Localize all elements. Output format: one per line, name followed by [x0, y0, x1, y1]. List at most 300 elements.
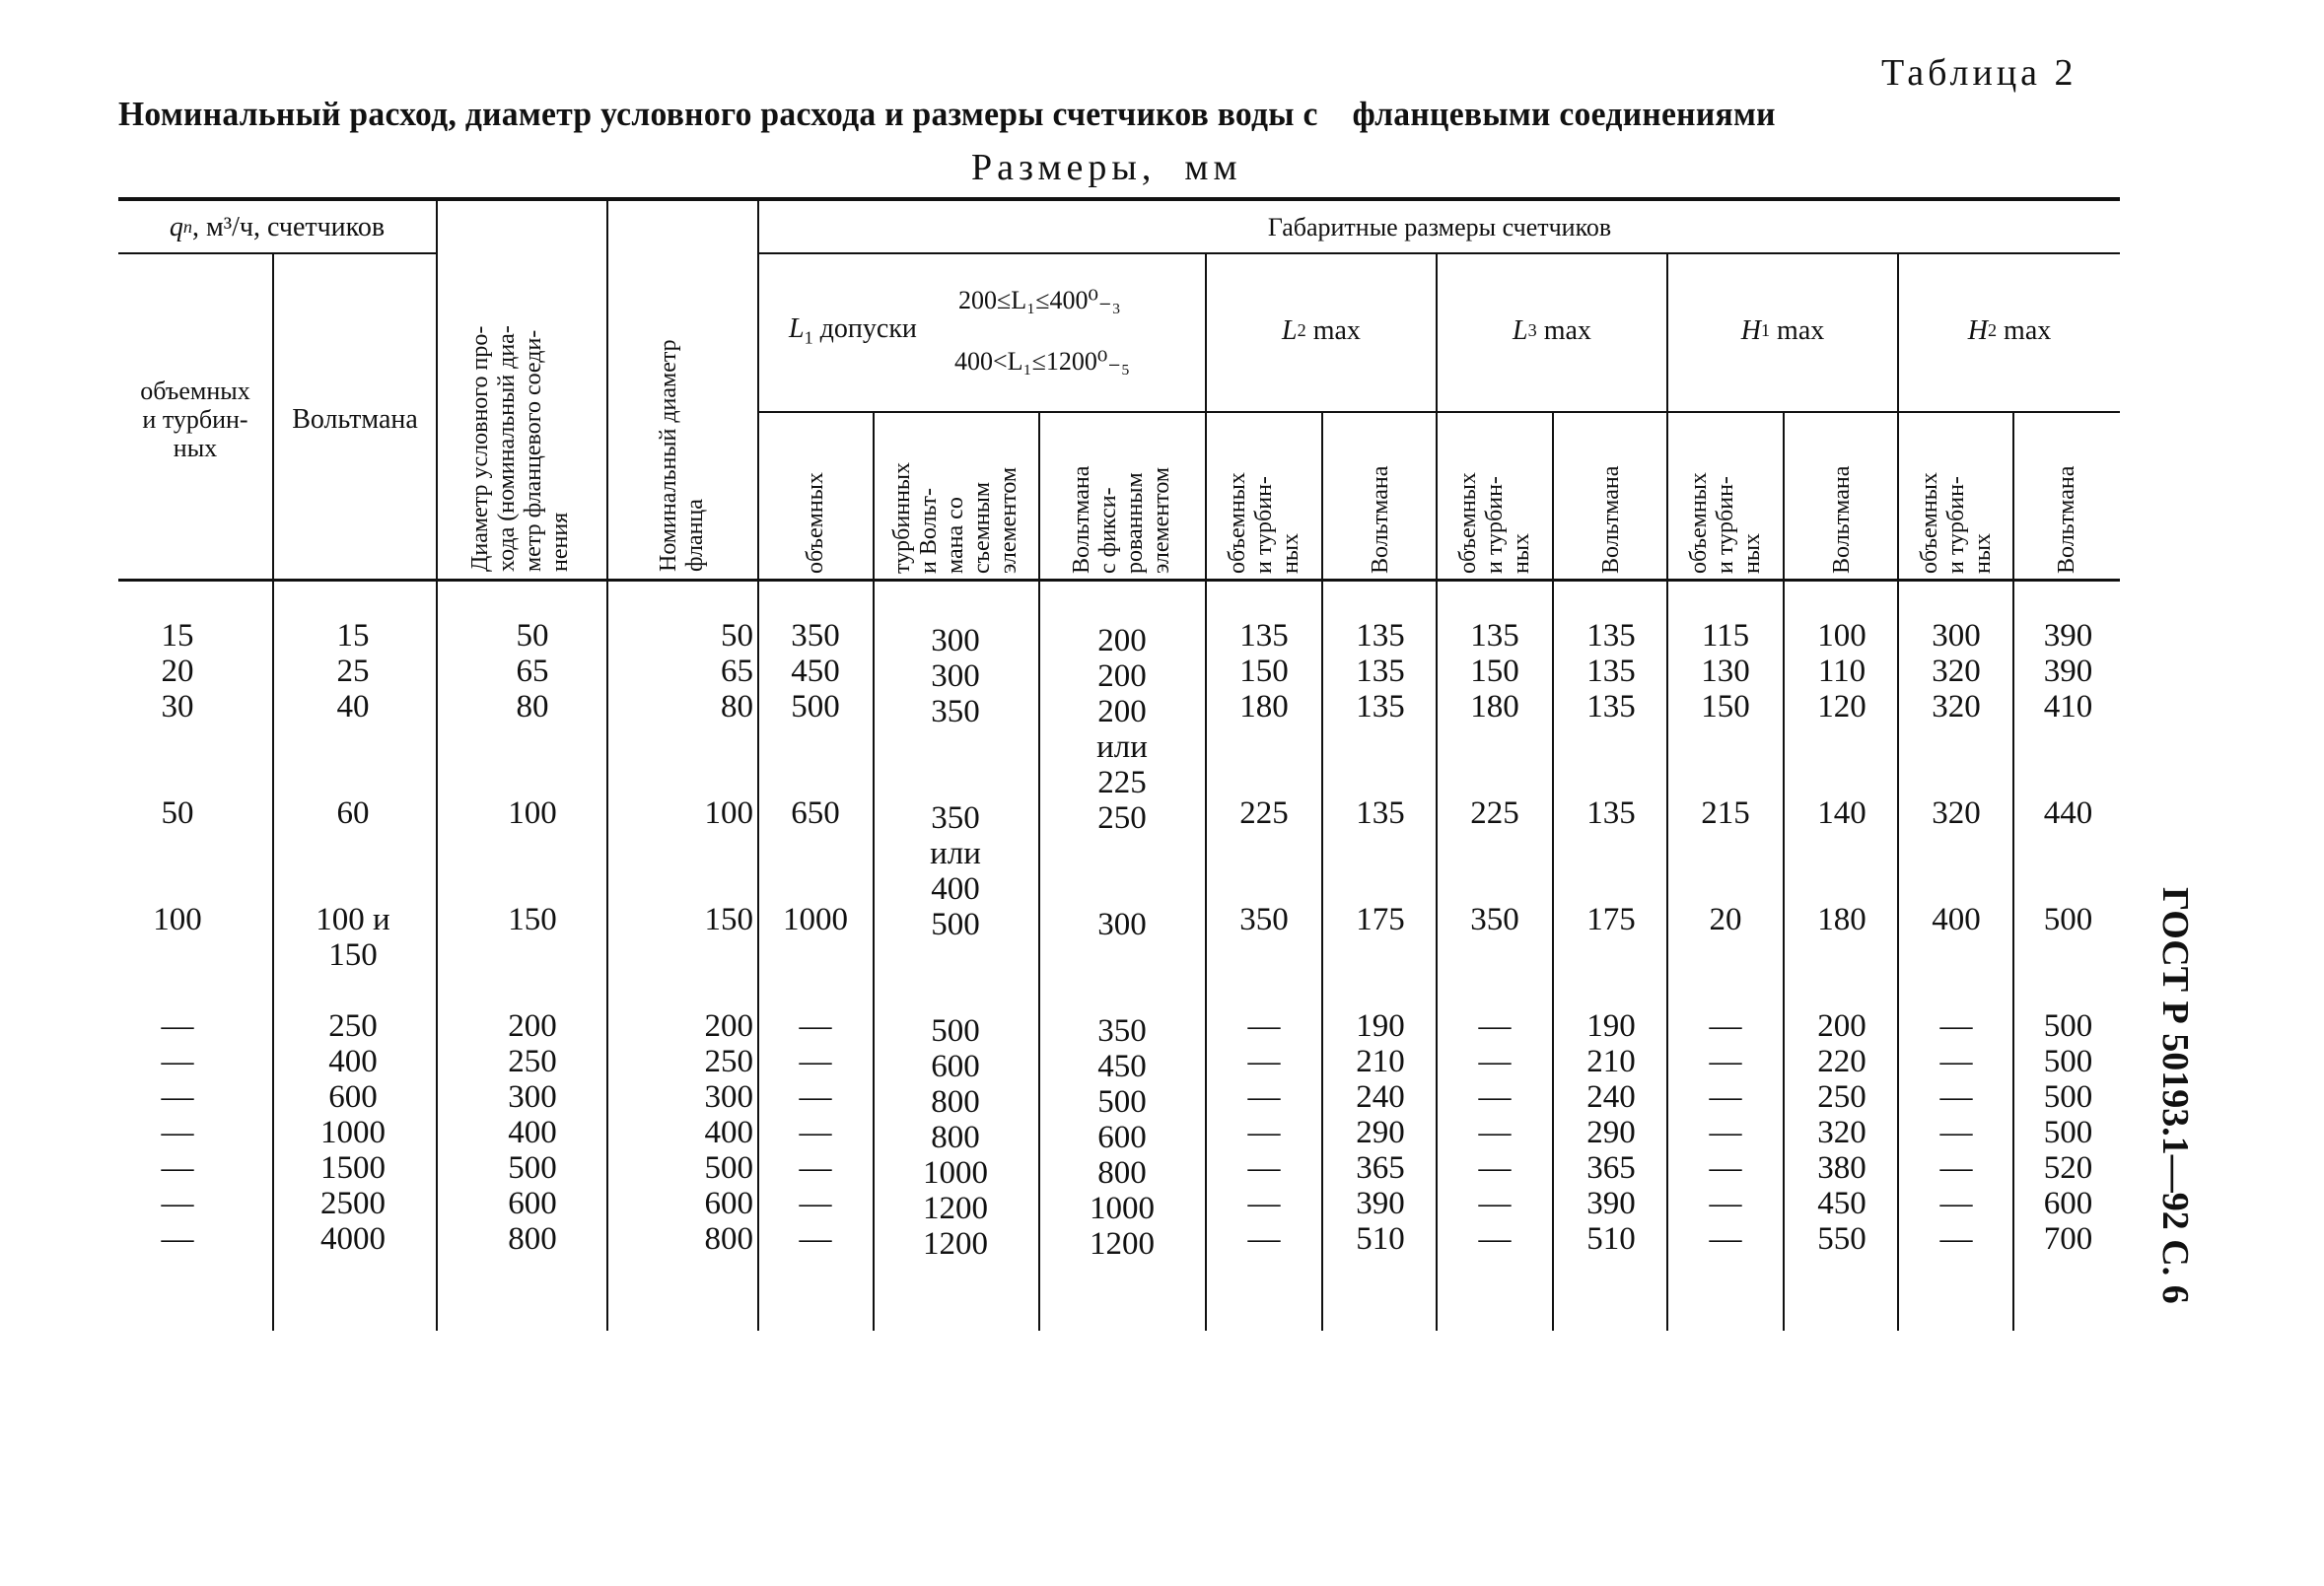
subheader-l3-volumetric-turbine	[1450, 416, 1539, 574]
header-qn	[118, 203, 436, 250]
l2-subscript: 2	[1297, 319, 1306, 340]
table-cell: 500	[2043, 902, 2093, 937]
table-cell: 500	[931, 1013, 980, 1049]
col-rule	[1666, 254, 1668, 1331]
table-cell	[1041, 942, 1203, 978]
table-cell: —	[161, 1008, 194, 1044]
header-line: фланца	[682, 499, 708, 572]
table-cell	[468, 973, 597, 1008]
table-cell	[637, 866, 753, 902]
table-cell: 500	[2043, 1115, 2093, 1150]
table-cell: —	[161, 1079, 194, 1115]
header-overall-dimensions	[759, 203, 2120, 250]
table-cell: 135	[1356, 618, 1405, 654]
table-cell	[1440, 831, 1550, 866]
table-cell	[761, 973, 870, 1008]
table-cell: 120	[1817, 689, 1866, 724]
subheader-l1-volumetric	[796, 416, 835, 574]
table-cell	[1787, 760, 1897, 795]
table-cell: —	[1478, 1186, 1512, 1221]
header-rule-sub	[759, 411, 2120, 413]
table-cell: 300	[1097, 907, 1147, 942]
table-cell	[2016, 866, 2120, 902]
header-line: ных	[1738, 533, 1765, 574]
table-cell: 40	[336, 689, 370, 724]
table-cell	[1209, 937, 1319, 973]
table-cell: —	[1709, 1044, 1742, 1079]
table-cell: 300	[508, 1079, 557, 1115]
header-rule-qn	[118, 252, 436, 254]
table-cell: 300	[704, 1079, 753, 1115]
table-cell: 1200	[923, 1191, 988, 1226]
table-cell	[2016, 724, 2120, 760]
table-cell: 135	[1586, 795, 1636, 831]
table-cell	[1556, 831, 1666, 866]
table-cell: 225	[1470, 795, 1519, 831]
table-cell: 800	[704, 1221, 753, 1257]
table-cell: 300	[931, 623, 980, 658]
table-cell: 500	[791, 689, 840, 724]
table-cell	[1325, 973, 1436, 1008]
header-rule-overall	[759, 252, 2120, 254]
column-h1-woltmann	[1787, 618, 1897, 1257]
l3-subscript: 3	[1527, 319, 1537, 340]
table-cell: —	[1709, 1079, 1742, 1115]
table-cell	[1440, 760, 1550, 795]
col-rule	[1897, 254, 1899, 1331]
table-cell	[118, 724, 237, 760]
header-line: Вольтмана	[2053, 465, 2079, 574]
table-cell: —	[1939, 1044, 1973, 1079]
table-cell	[637, 973, 753, 1008]
table-cell: 250	[1097, 800, 1147, 836]
table-cell	[118, 973, 237, 1008]
table-cell	[876, 765, 1035, 800]
header-line: с фикси-	[1095, 487, 1121, 574]
table-cell: 225	[1097, 765, 1147, 800]
table-cell	[637, 724, 753, 760]
table-cell	[1556, 760, 1666, 795]
table-cell: —	[1247, 1115, 1281, 1150]
table-cell	[1670, 831, 1781, 866]
table-cell: —	[161, 1221, 194, 1257]
column-h2-woltmann	[2016, 618, 2120, 1257]
header-line: объемных	[1224, 472, 1250, 574]
table-cell	[761, 724, 870, 760]
col-rule	[1552, 412, 1554, 1331]
table-cell	[1209, 760, 1319, 795]
table-cell	[876, 978, 1035, 1013]
table-cell: 60	[336, 795, 370, 831]
table-cell: —	[799, 1150, 832, 1186]
header-line: Вольтмана	[1828, 465, 1855, 574]
table-cell: 600	[2043, 1186, 2093, 1221]
table-cell: —	[799, 1008, 832, 1044]
table-cell: 30	[161, 689, 194, 724]
col-rule	[1321, 412, 1323, 1331]
table-cell: 700	[2043, 1221, 2093, 1257]
table-cell: 210	[1356, 1044, 1405, 1079]
column-l3-volumetric	[1440, 618, 1550, 1257]
table-cell: 500	[2043, 1008, 2093, 1044]
table-cell: 1000	[1090, 1191, 1155, 1226]
table-cell: —	[1247, 1008, 1281, 1044]
table-cell	[1670, 937, 1781, 973]
header-h1	[1668, 306, 1897, 355]
h2-max: max	[2004, 314, 2052, 346]
table-cell: 180	[1470, 689, 1519, 724]
table-cell: —	[1939, 1186, 1973, 1221]
table-cell	[1901, 937, 2011, 973]
table-cell: 320	[1817, 1115, 1866, 1150]
table-cell: 250	[1817, 1079, 1866, 1115]
header-line: метр фланцевого соеди-	[521, 329, 546, 572]
table-cell: —	[1709, 1150, 1742, 1186]
table-cell: 500	[1097, 1084, 1147, 1120]
table-cell	[1325, 937, 1436, 973]
table-cell: 600	[328, 1079, 378, 1115]
header-bottom-rule	[118, 579, 2120, 582]
table-cell	[1556, 973, 1666, 1008]
table-cell	[1901, 831, 2011, 866]
table-cell: 550	[1817, 1221, 1866, 1257]
column-l3-woltmann	[1556, 618, 1666, 1257]
table-cell: или	[930, 836, 981, 871]
col-rule	[1038, 412, 1040, 1331]
qn-symbol: q	[169, 211, 183, 242]
table-cell: 80	[516, 689, 549, 724]
l1-tolerance-1: 200≤L₁≤400⁰₋₃	[958, 286, 1121, 314]
l3-symbol: L	[1513, 314, 1528, 346]
table-cell: 410	[2043, 689, 2093, 724]
table-cell: 80	[721, 689, 753, 724]
table-cell: 175	[1356, 902, 1405, 937]
table-cell: —	[1939, 1150, 1973, 1186]
subheader-l1-turbine	[881, 416, 1029, 574]
table-cell: 520	[2043, 1150, 2093, 1186]
table-cell	[761, 831, 870, 866]
header-line: объемных	[140, 376, 250, 405]
table-cell	[1041, 978, 1203, 1013]
table-cell: 215	[1701, 795, 1750, 831]
table-cell	[876, 729, 1035, 765]
table-cell	[761, 760, 870, 795]
table-cell: 290	[1586, 1115, 1636, 1150]
table-cell	[1209, 831, 1319, 866]
table-cell	[1787, 973, 1897, 1008]
table-cell	[1787, 724, 1897, 760]
table-cell: —	[1247, 1044, 1281, 1079]
table-cell	[2016, 973, 2120, 1008]
table-cell	[2016, 831, 2120, 866]
table-cell	[1325, 724, 1436, 760]
h1-max: max	[1777, 314, 1825, 346]
table-title: Номинальный расход, диаметр условного расхода и размеры счетчиков воды с фланцевыми соединениями	[118, 95, 1776, 133]
table-cell: 140	[1817, 795, 1866, 831]
table-cell: 600	[931, 1049, 980, 1084]
table-cell: 150	[328, 937, 378, 973]
header-line: ных	[1969, 533, 1996, 574]
table-cell: 135	[1239, 618, 1289, 654]
header-h2	[1899, 306, 2120, 355]
table-cell: 510	[1356, 1221, 1405, 1257]
table-cell: —	[1478, 1115, 1512, 1150]
table-cell: 190	[1356, 1008, 1405, 1044]
table-cell: 1200	[1090, 1226, 1155, 1262]
table-cell: 135	[1356, 654, 1405, 689]
table-cell	[637, 831, 753, 866]
table-cell: 600	[1097, 1120, 1147, 1155]
table-cell: 500	[2043, 1044, 2093, 1079]
table-cell: —	[1709, 1115, 1742, 1150]
table-cell: —	[1247, 1221, 1281, 1257]
table-cell: 25	[336, 654, 370, 689]
table-cell: 1200	[923, 1226, 988, 1262]
qn-units: , м³/ч, счетчиков	[192, 211, 386, 242]
table-cell	[118, 937, 237, 973]
table-cell: —	[161, 1150, 194, 1186]
table-cell: —	[1939, 1115, 1973, 1150]
table-label: Таблица 2	[1881, 52, 2078, 94]
table-cell	[2016, 937, 2120, 973]
table-cell: 500	[2043, 1079, 2093, 1115]
header-volumetric-turbine	[118, 375, 272, 463]
table-cell: 290	[1356, 1115, 1405, 1150]
table-cell	[1041, 871, 1203, 907]
table-cell	[1787, 866, 1897, 902]
table-cell: 150	[1239, 654, 1289, 689]
col-rule	[1436, 254, 1438, 1331]
table-cell: 200	[1097, 694, 1147, 729]
table-cell	[118, 760, 237, 795]
table-cell	[1556, 724, 1666, 760]
table-cell: 400	[704, 1115, 753, 1150]
table-cell: 350	[1470, 902, 1519, 937]
table-cell	[468, 724, 597, 760]
column-h2-volumetric	[1901, 618, 2011, 1257]
header-line: Вольтмана	[1367, 465, 1393, 574]
col-rule	[2012, 412, 2014, 1331]
table-cell: 450	[1817, 1186, 1866, 1221]
table-cell	[1209, 866, 1319, 902]
header-line: элементом	[1149, 466, 1174, 574]
header-line: объемных	[1916, 472, 1942, 574]
header-line: Вольтмана	[1069, 465, 1094, 574]
table-top-rule	[118, 197, 2120, 201]
column-h1-volumetric	[1670, 618, 1781, 1257]
l1-subscript: 1	[804, 327, 813, 348]
table-cell: —	[1478, 1150, 1512, 1186]
column-l1-woltmann	[1041, 623, 1203, 1262]
header-line: рованным	[1122, 472, 1148, 574]
header-line: турбинных	[888, 461, 915, 574]
l2-max: max	[1312, 314, 1361, 346]
table-cell: —	[1939, 1079, 1973, 1115]
table-cell	[1440, 724, 1550, 760]
table-cell	[1670, 973, 1781, 1008]
table-cell: 500	[508, 1150, 557, 1186]
l1-tolerance-2: 400<L₁≤1200⁰₋₅	[954, 347, 1131, 376]
table-cell	[1901, 724, 2011, 760]
table-cell	[468, 937, 597, 973]
table-cell: 250	[328, 1008, 378, 1044]
table-cell	[1556, 937, 1666, 973]
table-cell: 200	[1097, 623, 1147, 658]
header-line: нения	[547, 512, 573, 572]
header-l2	[1207, 306, 1436, 355]
header-line: объемных	[1454, 472, 1481, 574]
table-cell	[118, 866, 237, 902]
table-cell: 20	[1709, 902, 1742, 937]
table-cell: 500	[704, 1150, 753, 1186]
header-line: ных	[1508, 533, 1534, 574]
table-cell: 380	[1817, 1150, 1866, 1186]
table-cell	[468, 760, 597, 795]
table-cell	[1325, 760, 1436, 795]
table-cell: —	[799, 1044, 832, 1079]
header-line: Номинальный диаметр	[656, 339, 681, 572]
header-line: Вольтмана	[292, 403, 418, 435]
table-cell: 400	[1932, 902, 1981, 937]
table-cell: 65	[516, 654, 549, 689]
table-cell: 800	[508, 1221, 557, 1257]
qn-subscript: n	[182, 216, 193, 237]
subheader-l2-woltmann	[1363, 416, 1398, 574]
col-rule	[873, 412, 875, 1331]
table-cell	[1556, 866, 1666, 902]
table-cell: 135	[1470, 618, 1519, 654]
table-cell: 100	[508, 795, 557, 831]
table-cell: 135	[1586, 689, 1636, 724]
column-qn-woltmann	[284, 618, 422, 1257]
table-cell: 510	[1586, 1221, 1636, 1257]
header-line: съемным	[968, 481, 995, 574]
table-cell: —	[161, 1115, 194, 1150]
table-cell: 1000	[923, 1155, 988, 1191]
table-cell: 450	[1097, 1049, 1147, 1084]
table-cell	[1440, 973, 1550, 1008]
table-cell: 500	[931, 907, 980, 942]
table-cell	[468, 831, 597, 866]
table-cell: 800	[931, 1084, 980, 1120]
subheader-h1-volumetric-turbine	[1681, 416, 1770, 574]
table-cell	[468, 866, 597, 902]
l2-symbol: L	[1282, 314, 1298, 346]
table-cell: 600	[704, 1186, 753, 1221]
table-cell	[2016, 760, 2120, 795]
table-cell: 110	[1817, 654, 1866, 689]
table-cell	[284, 973, 422, 1008]
table-cell: 100	[1817, 618, 1866, 654]
h2-symbol: H	[1967, 314, 1988, 346]
column-nominal-bore	[468, 618, 597, 1257]
table-cell	[1901, 760, 2011, 795]
table-cell: 440	[2043, 795, 2093, 831]
table-cell	[1670, 724, 1781, 760]
header-line: мана со	[942, 497, 968, 574]
table-cell: 1000	[320, 1115, 386, 1150]
table-cell: 350	[1239, 902, 1289, 937]
table-cell: 350	[931, 694, 980, 729]
header-flange-diameter	[643, 207, 722, 572]
table-cell	[284, 760, 422, 795]
col-rule	[606, 197, 608, 1331]
table-cell: —	[161, 1044, 194, 1079]
table-cell: 300	[931, 658, 980, 694]
table-cell	[1901, 866, 2011, 902]
table-cell: —	[1478, 1008, 1512, 1044]
header-line: и турбин-	[1712, 476, 1738, 574]
table-cell: 220	[1817, 1044, 1866, 1079]
table-cell	[1440, 866, 1550, 902]
header-line: объемных	[1685, 472, 1712, 574]
table-cell: 115	[1701, 618, 1750, 654]
table-cell: —	[1478, 1044, 1512, 1079]
table-cell: —	[1247, 1186, 1281, 1221]
table-cell: —	[1939, 1221, 1973, 1257]
table-cell: 180	[1817, 902, 1866, 937]
h2-subscript: 2	[1987, 319, 1998, 340]
table-cell: 240	[1586, 1079, 1636, 1115]
table-cell: 1000	[783, 902, 848, 937]
table-cell: 200	[1817, 1008, 1866, 1044]
table-cell: 135	[1356, 795, 1405, 831]
table-cell: —	[1478, 1221, 1512, 1257]
subheader-l3-woltmann	[1593, 416, 1629, 574]
table-cell	[1901, 973, 2011, 1008]
table-cell: 65	[721, 654, 753, 689]
table-cell: 800	[1097, 1155, 1147, 1191]
table-cell: —	[1939, 1008, 1973, 1044]
table-cell: 600	[508, 1186, 557, 1221]
table-cell: 175	[1586, 902, 1636, 937]
column-l1-volumetric	[761, 618, 870, 1257]
table-cell	[876, 942, 1035, 978]
table-subtitle: Размеры, мм	[971, 147, 1242, 188]
subheader-h2-woltmann	[2049, 416, 2084, 574]
table-cell: 400	[931, 871, 980, 907]
table-cell: 135	[1356, 689, 1405, 724]
header-l3	[1438, 306, 1666, 355]
table-cell	[1041, 836, 1203, 871]
header-l1	[789, 313, 917, 349]
header-line: Вольтмана	[1597, 465, 1624, 574]
table-cell: 200	[508, 1008, 557, 1044]
table-cell: —	[1247, 1079, 1281, 1115]
table-cell	[1787, 831, 1897, 866]
subheader-l1-woltmann	[1063, 416, 1181, 574]
table-cell	[1440, 937, 1550, 973]
table-cell	[761, 937, 870, 973]
table-cell	[1325, 866, 1436, 902]
subheader-h2-volumetric-turbine	[1912, 416, 2001, 574]
table-cell: 390	[1586, 1186, 1636, 1221]
l3-max: max	[1543, 314, 1591, 346]
table-cell: —	[799, 1079, 832, 1115]
table-cell: 50	[516, 618, 549, 654]
col-rule	[1783, 412, 1785, 1331]
header-line: Габаритные размеры счетчиков	[1267, 212, 1612, 241]
page-footer-rotated: ГОСТ Р 50193.1—92 С. 6	[2154, 887, 2196, 1304]
table-cell	[761, 866, 870, 902]
header-line: и турбин-	[1250, 476, 1277, 574]
table-cell	[1787, 937, 1897, 973]
table-cell: 350	[931, 800, 980, 836]
table-cell: 320	[1932, 795, 1981, 831]
column-l1-turbine	[876, 623, 1035, 1262]
table-cell: 200	[704, 1008, 753, 1044]
table-cell: —	[799, 1115, 832, 1150]
